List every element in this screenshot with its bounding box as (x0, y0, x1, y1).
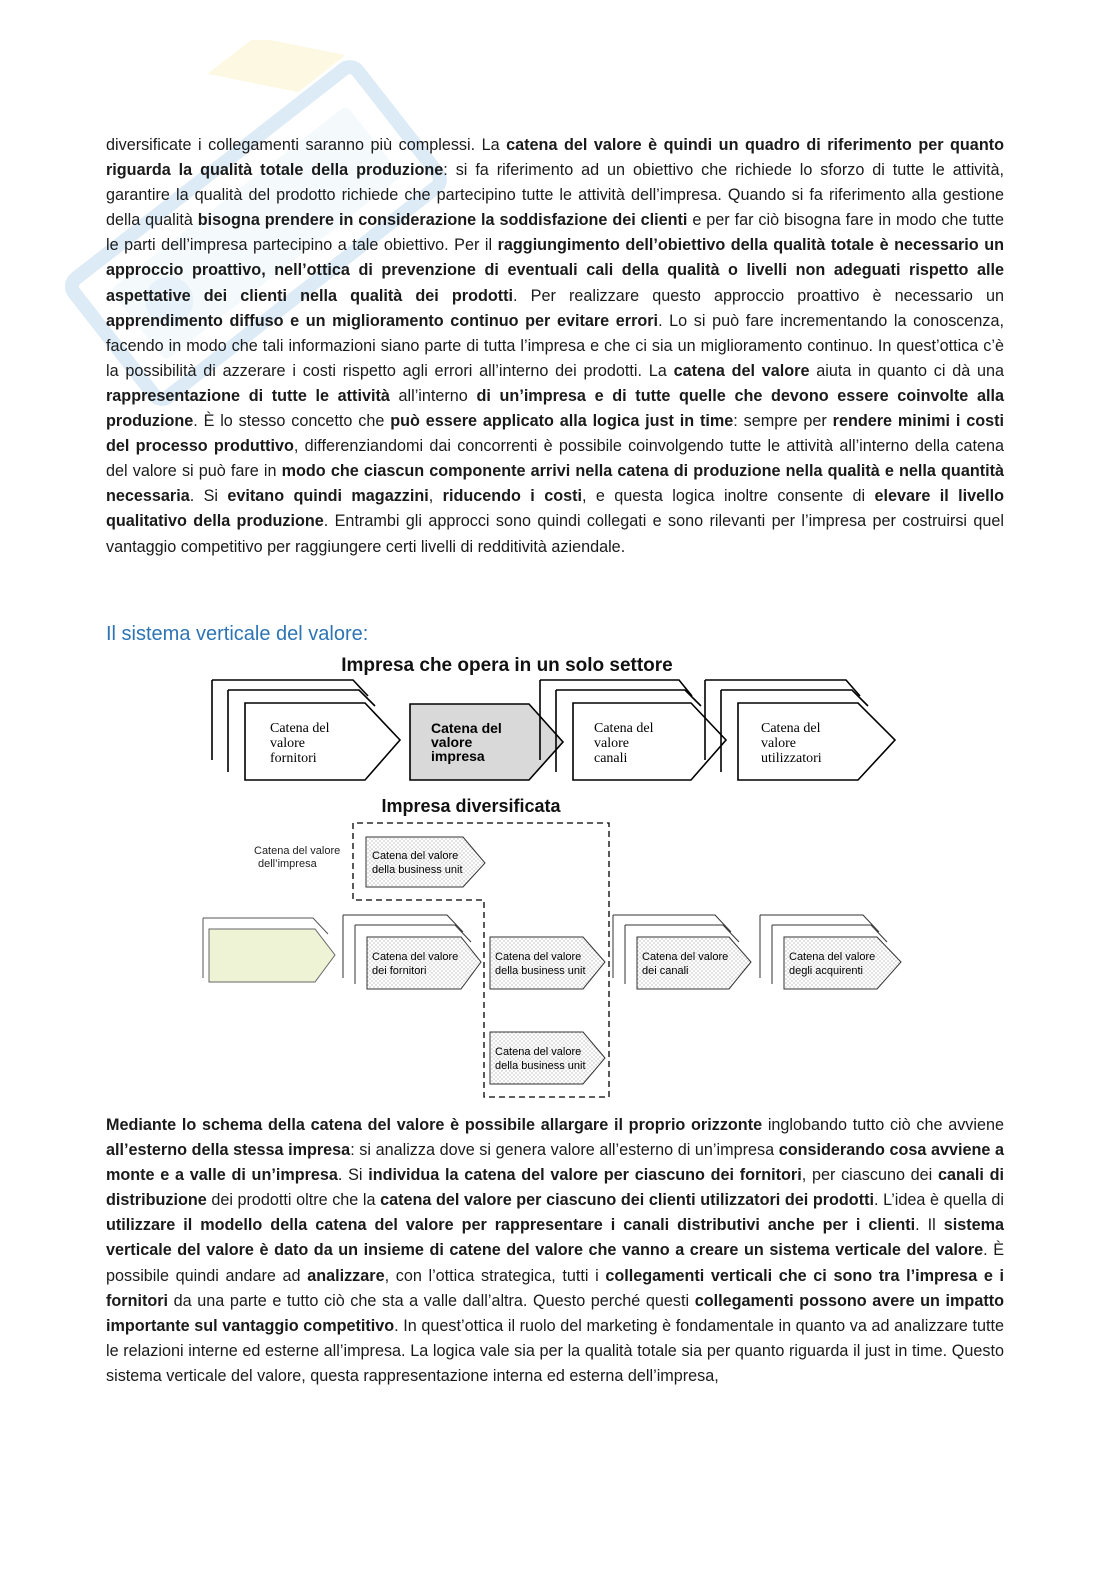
bold-run: sistema verticale del valore è dato da un insieme di catene del valore che vanno a creare un sistema verticale del valore (106, 1216, 1004, 1260)
chain-utilizzatori (705, 680, 895, 780)
chain-label-line: degli acquirenti (789, 965, 863, 977)
text-run: . È possibile quindi andare ad (106, 1241, 1004, 1285)
chain-label-line: valore (270, 736, 305, 751)
chain-canali (540, 680, 726, 780)
text-run: e per far ciò bisogna fare in modo che tutte le parti dell’impresa partecipino a tale obiettivo. Per il (106, 211, 1004, 255)
chain-label-line: della business unit (495, 965, 586, 977)
text-run: : si analizza dove si genera valore all’esterno di un’impresa (350, 1141, 779, 1160)
bold-run: Mediante lo schema della catena del valore è possibile allargare il proprio orizzonte (106, 1116, 763, 1134)
chain-label-line: Catena del valore (372, 850, 459, 862)
bold-run: analizzare (307, 1266, 385, 1285)
text-run: . Lo si può fare incrementando la conoscenza, facendo in modo che tali informazioni siano parte di tutta l’impresa e che ci sia un miglioramento continuo. In quest’ottica c’è la possibilità di azzerare i costi rispetto agli errori all’interno dei prodotti. La (106, 311, 1004, 380)
text-run: : sempre per (733, 412, 833, 431)
text-run: . Si (189, 487, 228, 506)
chain-bottom-fornitori (343, 915, 481, 989)
chain-label-line: Catena del valore (495, 1046, 582, 1058)
bold-run: riducendo i costi (442, 487, 582, 506)
chain-label-line: valore (431, 734, 473, 750)
vertical-value-system-diagram (195, 648, 915, 1108)
text-run: dei prodotti oltre che la (206, 1191, 381, 1210)
chain-label-line: Catena del valore (789, 951, 876, 963)
chain-label-line: utilizzatori (761, 751, 822, 766)
diagram-bottom-title: Impresa diversificata (381, 796, 561, 816)
bold-run: elevare il livello qualitativo della produzione (106, 487, 1005, 531)
chain-label-line: Catena del valore (495, 951, 582, 963)
text-run: , e questa logica inoltre consente di (581, 487, 875, 506)
text-run: , differenziandomi dai concorrenti è possibile coinvolgendo tutte le attività all’interno della catena del valore si può fare in (106, 437, 1004, 481)
chain-label-line: Catena del valore (372, 951, 459, 963)
bold-run: all’esterno della stessa impresa (106, 1141, 351, 1160)
bold-run: rappresentazione di tutte le attività (106, 386, 390, 405)
bold-run: catena del valore (673, 361, 810, 380)
chain-label-line: Catena del (594, 721, 654, 736)
chain-label-line: impresa (431, 748, 485, 764)
bold-run: catena del valore è quindi un quadro di riferimento per quanto riguarda la qualità totale della produzione (106, 136, 1004, 180)
text-run: aiuta in quanto ci dà una (809, 361, 1004, 380)
chain-label-line: Catena del valore (642, 951, 729, 963)
bold-run: utilizzare il modello della catena del valore per rappresentare i canali distributivi anche per i clienti (106, 1216, 916, 1235)
text-run: , (428, 487, 443, 506)
bold-run: bisogna prendere in considerazione la soddisfazione dei clienti (197, 211, 688, 230)
text-run: . Il (915, 1216, 944, 1235)
chain-label-line: della business unit (495, 1060, 586, 1072)
bold-run: rendere minimi i costi del processo produttivo (106, 412, 1004, 456)
bold-run: può essere applicato alla logica just in time (390, 412, 734, 431)
text-run: inglobando tutto ciò che avviene (762, 1116, 1004, 1134)
chain-label-line: dei canali (642, 965, 689, 977)
chain-bottom-canali (613, 915, 751, 989)
chain-label-line: canali (594, 751, 628, 766)
chain-leftmost-stack (203, 918, 335, 982)
paragraph-2 (106, 1113, 1004, 1389)
text-run: : si fa riferimento ad un obiettivo che richiede lo sforzo di tutte le attività, garantire la qualità del prodotto richiede che partecipino tutte le attività dell’impresa. Quando si fa riferimento alla gestione della qualità (106, 161, 1004, 230)
text-run: . Entrambi gli approcci sono quindi collegati e sono rilevanti per l’impresa per costruirsi quel vantaggio competitivo per raggiungere certi livelli di redditività aziendale. (106, 512, 1004, 556)
chain-fornitori (212, 680, 400, 780)
chain-label-line: della business unit (372, 864, 463, 876)
text-run: , con l’ottica strategica, tutti i (384, 1266, 606, 1285)
text-run: . L’idea è quella di (873, 1191, 1004, 1210)
chain-bottom-acquirenti (760, 915, 901, 989)
text-run: all’interno (389, 386, 477, 405)
chain-label-line: Catena del (431, 720, 502, 736)
bold-run: catena del valore per ciascuno dei clienti utilizzatori dei prodotti (380, 1191, 874, 1210)
bold-run: di un’impresa e di tutte quelle che devono essere coinvolte alla produzione (106, 386, 1004, 431)
chain-business-unit-top (366, 837, 485, 887)
text-run: da una parte e tutto ciò che sta a valle dall’altra. Questo perché questi (168, 1291, 695, 1310)
chain-business-unit-lower (490, 1032, 605, 1084)
company-label-line: Catena del valore (254, 845, 341, 857)
bold-run: modo che ciascun componente arrivi nella catena di produzione nella qualità e nella quantità necessaria (106, 462, 1004, 506)
text-run: . Si (337, 1166, 369, 1185)
bold-run: collegamenti possono avere un impatto importante sul vantaggio competitivo (106, 1291, 1004, 1335)
text-run: . È lo stesso concetto che (193, 412, 391, 431)
diagram-top-title: Impresa che opera in un solo settore (341, 655, 673, 676)
text-run: . Per realizzare questo approccio proattivo è necessario un (513, 286, 1005, 305)
bold-run: canali di distribuzione (106, 1166, 1004, 1210)
bold-run: individua la catena del valore per ciascuno dei fornitori (368, 1166, 802, 1185)
chain-bottom-business-unit (490, 937, 605, 989)
paragraph-1 (106, 133, 1004, 560)
chain-label-line: Catena del (270, 721, 330, 736)
chain-label-line: Catena del (761, 721, 821, 736)
chain-label-line: dei fornitori (372, 965, 427, 977)
text-run: , per ciascuno dei (801, 1166, 938, 1185)
section-heading: Il sistema verticale del valore: (106, 623, 369, 645)
text-run: . In quest’ottica il ruolo del marketing è fondamentale in quanto va ad analizzare tutte le relazioni interne ed esterne all’impresa. La logica vale sia per la qualità totale sia per quanto riguarda il just in time. Questo sistema verticale del valore, questa rappresentazione interna ed esterna dell’impresa, (106, 1316, 1005, 1385)
text-run: diversificate i collegamenti saranno più complessi. La (106, 136, 507, 154)
chain-label-line: valore (761, 736, 796, 751)
bold-run: evitano quindi magazzini (227, 487, 429, 506)
bold-run: raggiungimento dell’obiettivo della qualità totale è necessario un approccio proattivo, nell’ottica di prevenzione di eventuali cali della qualità o livelli non adeguati rispetto alle aspettative dei clienti nella qualità dei prodotti (106, 236, 1004, 305)
chain-label-line: valore (594, 736, 629, 751)
company-label-line: dell’impresa (258, 858, 317, 870)
bold-run: considerando cosa avviene a monte e a valle di un’impresa (106, 1141, 1004, 1185)
bold-run: apprendimento diffuso e un miglioramento continuo per evitare errori (106, 311, 659, 330)
bold-run: collegamenti verticali che ci sono tra l’impresa e i fornitori (106, 1266, 1004, 1310)
chain-label-line: fornitori (270, 751, 317, 766)
